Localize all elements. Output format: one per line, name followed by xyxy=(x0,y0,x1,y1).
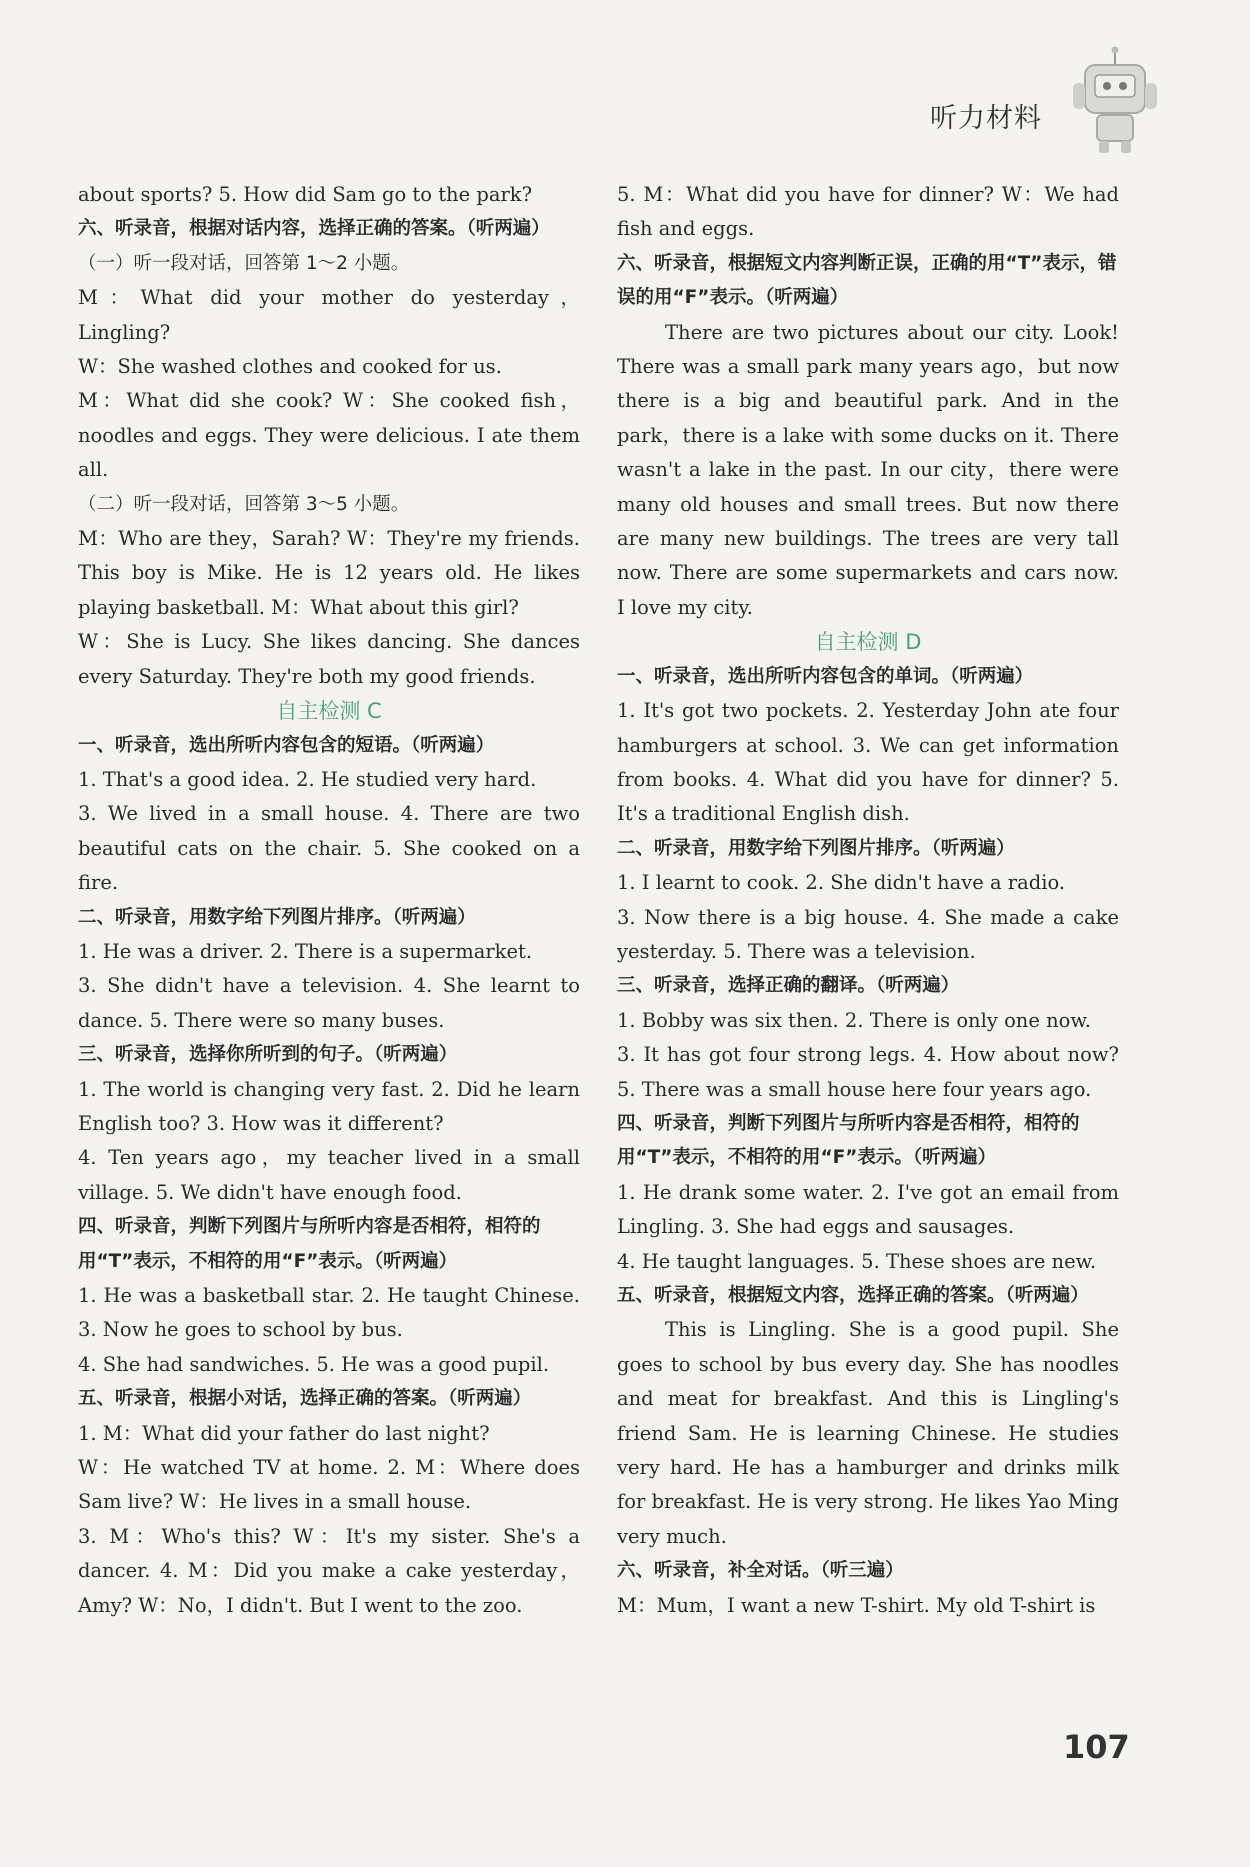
section-heading: 二、听录音，用数字给下列图片排序。（听两遍） xyxy=(78,906,476,928)
text-line: 3. It has got four strong legs. 4. How about now? 5. There was a small house here four years ago. xyxy=(617,1043,1119,1101)
text-line: 1. Bobby was six then. 2. There is only one now. xyxy=(617,1008,1091,1032)
section-heading: 三、听录音，选择正确的翻译。（听两遍） xyxy=(617,975,960,997)
section-heading: 六、听录音，根据短文内容判断正误，正确的用“T”表示，错误的用“F”表示。（听两遍） xyxy=(617,252,1117,309)
text-line: 1. I learnt to cook. 2. She didn't have a radio. xyxy=(617,871,1066,895)
text-line: 1. He was a basketball star. 2. He taught Chinese. 3. Now he goes to school by bus. xyxy=(78,1284,580,1342)
exercise-title: 自主检测 C xyxy=(276,699,382,724)
left-column xyxy=(78,178,580,1623)
sub-heading: （一）听一段对话，回答第 1～2 小题。 xyxy=(78,252,410,274)
exercise-title: 自主检测 D xyxy=(814,630,922,655)
text-line: 4. He taught languages. 5. These shoes are new. xyxy=(617,1249,1097,1273)
text-line: 1. He was a driver. 2. There is a supermarket. xyxy=(78,939,533,963)
text-line: about sports? 5. How did Sam go to the park? xyxy=(78,183,533,206)
text-line: 1. That's a good idea. 2. He studied very hard. xyxy=(78,767,537,791)
paragraph: There are two pictures about our city. Look! There was a small park many years ago，but now there is a big and beautiful park. And in the park，there is a lake with some ducks on it. There wasn't a lake in the past. In our city，there were many old houses and small trees. But now there are many new buildings. The trees are very tall now. There are some supermarkets and cars now. I love my city. xyxy=(617,320,1119,619)
text-line: M：What did your mother do yesterday，Lingling? xyxy=(78,286,580,344)
text-line: 1. He drank some water. 2. I've got an email from Lingling. 3. She had eggs and sausages. xyxy=(617,1180,1119,1239)
section-title: 听力材料 xyxy=(930,103,1042,134)
text-line: 3. We lived in a small house. 4. There are two beautiful cats on the chair. 5. She cooked on a fire. xyxy=(78,802,580,895)
page-number: 107 xyxy=(1063,1728,1130,1766)
text-line: 1. It's got two pockets. 2. Yesterday John ate four hamburgers at school. 3. We can get information from books. 4. What did you have for dinner? 5. It's a traditional English dish. xyxy=(617,699,1119,826)
section-heading: 四、听录音，判断下列图片与所听内容是否相符，相符的用“T”表示，不相符的用“F”表示。（听两遍） xyxy=(78,1216,541,1272)
section-heading: 六、听录音，根据对话内容，选择正确的答案。（听两遍） xyxy=(78,218,550,240)
section-heading: 三、听录音，选择你所听到的句子。（听两遍） xyxy=(78,1044,458,1066)
paragraph: This is Lingling. She is a good pupil. She goes to school by bus every day. She has noodles and meat for breakfast. And this is Lingling's friend Sam. He is learning Chinese. He studies very hard. He has a hamburger and drinks milk for breakfast. He is very strong. He likes Yao Ming very much. xyxy=(617,1318,1119,1548)
text-line: M：Mum，I want a new T-shirt. My old T-shirt is xyxy=(617,1593,1096,1617)
text-line: 3. She didn't have a television. 4. She learnt to dance. 5. There were so many buses. xyxy=(78,974,580,1032)
text-line: 1. The world is changing very fast. 2. Did he learn English too? 3. How was it different? xyxy=(78,1077,580,1135)
text-line: 4. She had sandwiches. 5. He was a good pupil. xyxy=(78,1352,550,1376)
text-line: M：Who are they，Sarah? W：They're my friends. This boy is Mike. He is 12 years old. He likes playing basketball. M：What about this girl? xyxy=(78,527,580,619)
text-line: M：What did she cook? W：She cooked fish，noodles and eggs. They were delicious. I ate them all. xyxy=(78,389,580,482)
section-heading: 一、听录音，选出所听内容包含的短语。（听两遍） xyxy=(78,734,495,756)
section-heading: 四、听录音，判断下列图片与所听内容是否相符，相符的用“T”表示，不相符的用“F”表示。（听两遍） xyxy=(617,1112,1080,1169)
text-line: 5. M：What did you have for dinner? W：We had fish and eggs. xyxy=(617,183,1119,241)
right-column xyxy=(617,178,1119,1623)
section-heading: 一、听录音，选出所听内容包含的单词。（听两遍） xyxy=(617,665,1034,687)
text-line: W：She washed clothes and cooked for us. xyxy=(78,355,502,379)
section-heading: 五、听录音，根据小对话，选择正确的答案。（听两遍） xyxy=(78,1388,532,1410)
text-line: 4. Ten years ago，my teacher lived in a small village. 5. We didn't have enough food. xyxy=(78,1146,580,1204)
robot-mascot-icon xyxy=(1065,45,1165,155)
section-heading: 二、听录音，用数字给下列图片排序。（听两遍） xyxy=(617,837,1015,859)
section-heading: 五、听录音，根据短文内容，选择正确的答案。（听两遍） xyxy=(617,1285,1089,1306)
text-line: 3. M：Who's this? W：It's my sister. She's a dancer. 4. M：Did you make a cake yesterday，Amy? W：No，I didn't. But I went to the zoo. xyxy=(78,1524,580,1617)
text-line: 3. Now there is a big house. 4. She made a cake yesterday. 5. There was a television. xyxy=(617,905,1119,963)
sub-heading: （二）听一段对话，回答第 3～5 小题。 xyxy=(78,493,410,515)
text-line: 1. M：What did your father do last night? xyxy=(78,1421,490,1445)
text-line: W：She is Lucy. She likes dancing. She dances every Saturday. They're both my good friends. xyxy=(78,630,580,688)
text-line: W：He watched TV at home. 2. M：Where does Sam live? W：He lives in a small house. xyxy=(78,1456,580,1514)
section-heading: 六、听录音，补全对话。（听三遍） xyxy=(617,1560,904,1582)
